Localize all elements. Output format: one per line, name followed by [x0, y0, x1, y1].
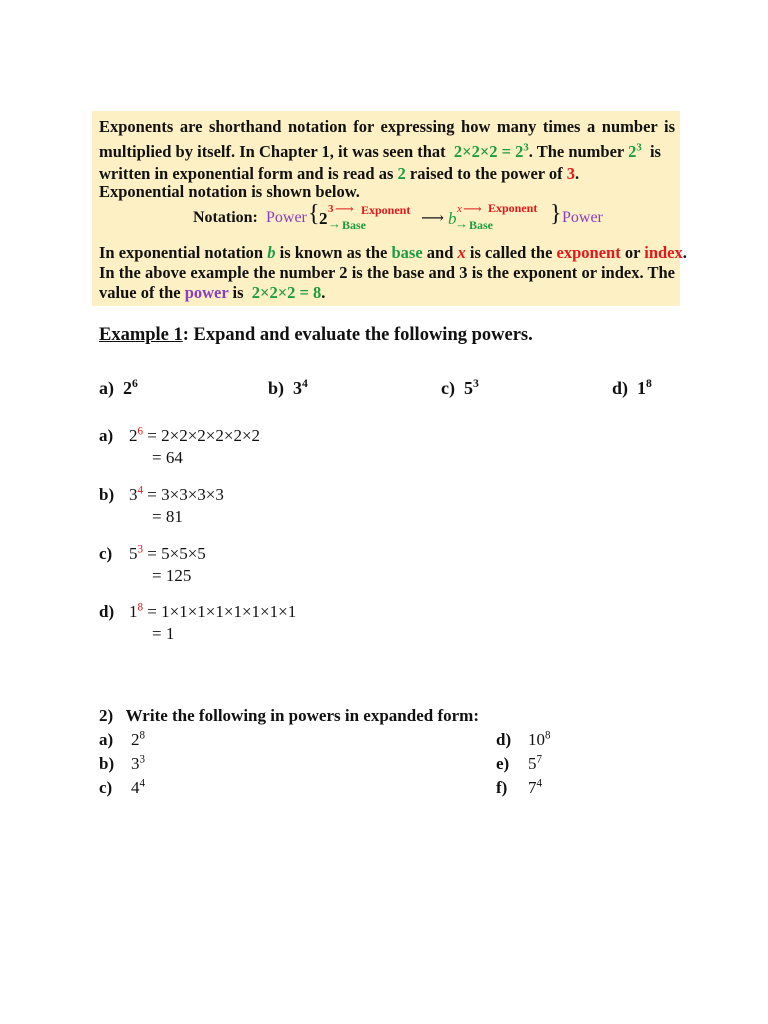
answer-b: b) $3^4 = 3\times 3\times 3\times 3$ = 81 [99, 484, 224, 526]
exercise-title: 2) Write the following in powers in expanded form: [99, 706, 479, 725]
answer-c: c) $5^3 = 5\times 5\times 5$ = 125 [99, 543, 206, 585]
example-title: Example 1: Expand and evaluate the following powers. [99, 325, 533, 345]
exercise-item-f: f) $7^4$ [496, 777, 543, 797]
definition-line-3: value of the power is 2×2×2 = 8. [99, 283, 326, 302]
exercise-item-e: e) $5^7$ [496, 753, 543, 773]
answer-d: d) $1^8 = 1\times 1\times 1\times 1\times 1\times 1\times 1\times 1$ = 1 [99, 601, 297, 643]
answer-a: a) $2^6 = 2\times 2\times 2\times 2\times 2\times 2$ = 64 [99, 425, 261, 467]
exercise-item-a: a) $2^8$ [99, 729, 146, 749]
definition-line-1: In exponential notation b is known as the base and x is called the exponent or index. [99, 243, 687, 262]
exercise-item-b: b) $3^3$ [99, 753, 146, 773]
question-c: c) $5^3$ [441, 377, 479, 398]
question-b: b) $3^4$ [268, 377, 308, 398]
question-a: a) $2^6$ [99, 377, 138, 398]
intro-line-3: written in exponential form and is read as 2 raised to the power of 3. [99, 164, 580, 183]
question-d: d) $1^8$ [612, 377, 652, 398]
intro-line-1: Exponents are shorthand notation for expressing how many times a number is [99, 117, 675, 136]
intro-line-4: Exponential notation is shown below. [99, 182, 360, 201]
definition-line-2: In the above example the number 2 is the base and 3 is the exponent or index. The [99, 263, 675, 282]
notation: Notation: Power { 2 3 ⟶ Exponent → Base ⟶ b x ⟶ Exponent → Base } Power [193, 201, 603, 232]
intro-line-2: multiplied by itself. In Chapter 1, it was seen that $2\times 2\times 2 = 2^3$. The number $2^3$ is [99, 141, 661, 161]
exercise-item-c: c) $4^4$ [99, 777, 146, 797]
exercise-item-d: d) $10^8$ [496, 729, 551, 749]
